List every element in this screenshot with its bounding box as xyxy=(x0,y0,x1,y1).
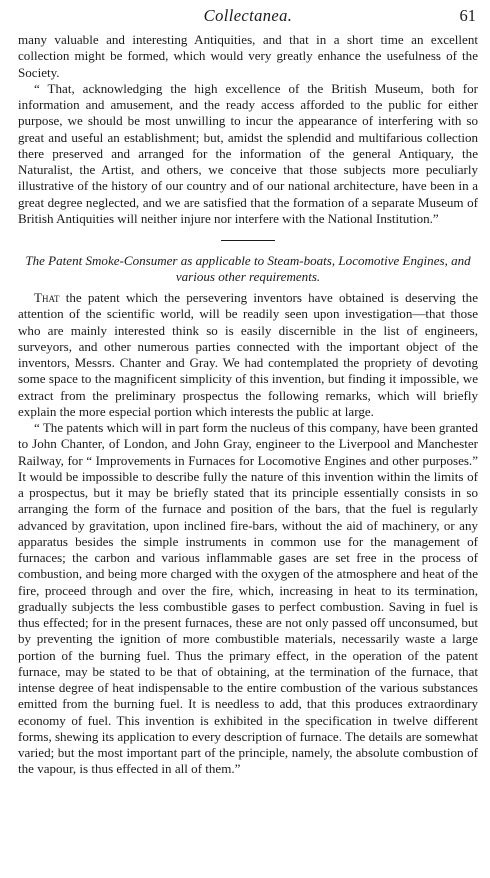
quote-paragraph-continued: many valuable and interesting Antiquities, and that in a short time an excellent collection might be formed, which would very greatly enhance the usefulness of the Society. xyxy=(18,32,478,80)
lead-word: That xyxy=(34,290,60,305)
quote-paragraph-resolution: “ That, acknowledging the high excellence of the British Museum, both for information and amusement, and the ready access afforded to the public for either purpose, we should be most unwilling to incur the appearance of interfering with so great and useful an establishment; but, amidst the splendid and multifarious collection there preserved and arranged for the information of the general Antiquary, the Naturalist, the Artist, and others, we conceive that those subjects more peculiarly illustrative of the history of our country and of our national architecture, have been in a great degree neglected, and we are satisfied that the formation of a separate Museum of British Antiquities will neither injure nor interfere with the National Institution.” xyxy=(18,80,478,226)
article-title: The Patent Smoke-Consumer as applicable to Steam-boats, Locomotive Engines, and various other requirements. xyxy=(25,253,471,284)
article-paragraph-2: “ The patents which will in part form the nucleus of this company, have been granted to John Chanter, of London, and John Gray, engineer to the Liverpool and Manchester Railway, for “ Improvements in Furnaces for Locomotive Engines and other purposes.” It would be impossible to describe fully the nature of this invention within the limits of a prospectus, but it may be briefly stated that its principle essentially consists in so arranging the form of the furnace and position of the bars, that the fuel is regularly advanced by gravitation, upon inclined fire-bars, without the aid of machinery, or any apparatus besides the simple instruments in common use for the management of furnaces; the carbon and various inflammable gases are set free in the process of combustion, and being more charged with the oxygen of the atmosphere and heat of the fire, proceed through and over the fire, which, increasing in heat to its termination, gradually subjects the less combustible gases to perfect combustion. Saving in fuel is thus effected; for in the present furnaces, these are not only passed off unconsumed, but by preventing the ignition of more combustible materials, necessarily waste a large portion of the burning fuel. Thus the primary effect, in the operation of the patent furnace, may be stated to be that of obtaining, at the termination of the furnace, that intense degree of heat indispensable to the entire combustion of the various substances emitted from the burning fuel. It is needless to add, that this produces extraordinary economy of fuel. This invention is exhibited in the specification in twelve different forms, shewing its application to every description of furnace. The details are somewhat varied; but the most important part of the principle, namely, the absolute combustion of the vapour, is thus effected in all of them.” xyxy=(18,420,478,777)
running-title: Collectanea. xyxy=(203,6,293,25)
page-number: 61 xyxy=(459,6,476,25)
article-paragraph-1-text: the patent which the persevering inventors have obtained is deserving the attention of the scientific world, will be readily seen upon investigation—that those who are mainly interested think so is easily discernible in the list of engineers, surveyors, and other numerous parties connected with the important object of the inventors, Messrs. Chanter and Gray. We had contemplated the propriety of devoting some space to the magnificent simplicity of this invention, but finding it impossible, we extract from the preliminary prospectus the following remarks, which will briefly explain the more especial portion which interests the public at large. xyxy=(18,290,478,419)
running-header xyxy=(18,6,478,32)
book-page xyxy=(18,6,478,778)
article-paragraph-1 xyxy=(18,290,478,420)
section-divider xyxy=(221,240,275,241)
